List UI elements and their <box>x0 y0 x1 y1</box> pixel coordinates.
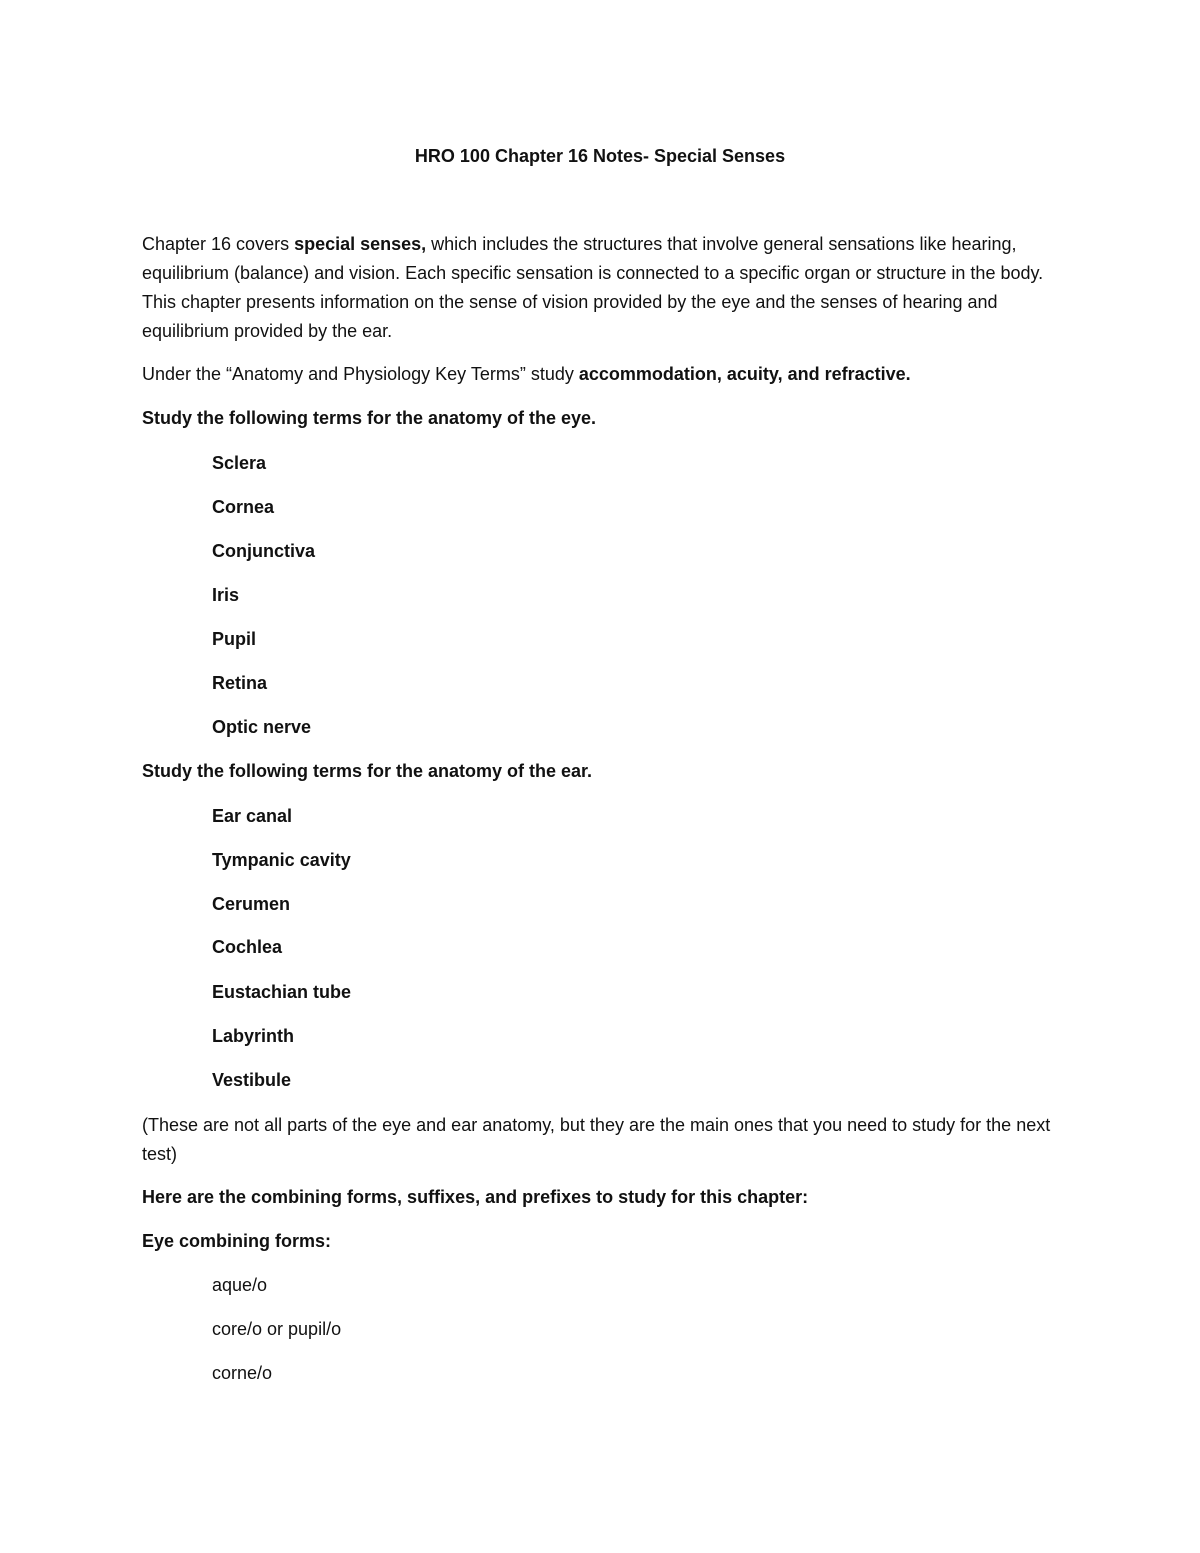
intro-text-c: which includes the structures that involve general sensations like hearing, equilibrium (balance) and vision. Each specific sensation is connected to a specific organ or structure in the body. This chapter presents information on the sense of vision provided by the eye and the senses of hearing and equilibrium provided by the ear. <box>142 234 1044 341</box>
ear-term: Eustachian tube <box>212 982 352 1002</box>
eye-term: Optic nerve <box>212 717 312 737</box>
eye-term: Iris <box>212 585 240 605</box>
key-terms-lead: Under the “Anatomy and Physiology Key Terms” study <box>142 364 579 384</box>
key-terms-list: accommodation, acuity, and refractive. <box>578 364 911 384</box>
eye-term: Conjunctiva <box>212 541 316 561</box>
forms-heading: Here are the combining forms, suffixes, and prefixes to study for this chapter: <box>142 1187 809 1207</box>
intro-paragraph <box>142 230 1072 346</box>
study-note: (These are not all parts of the eye and ear anatomy, but they are the main ones that you need to study for the next test) <box>142 1115 1051 1164</box>
ear-term: Labyrinth <box>212 1026 295 1046</box>
eye-term: Sclera <box>212 453 267 473</box>
ear-term: Ear canal <box>212 806 293 826</box>
eye-term: Cornea <box>212 497 275 517</box>
ear-term: Cochlea <box>212 937 283 957</box>
page-title: HRO 100 Chapter 16 Notes- Special Senses <box>414 146 786 166</box>
intro-text-b: special senses, <box>294 234 427 254</box>
ear-heading: Study the following terms for the anatomy of the ear. <box>142 761 593 781</box>
ear-term: Tympanic cavity <box>212 850 351 870</box>
eye-combining-form: core/o or pupil/o <box>212 1319 342 1339</box>
eye-combining-form: aque/o <box>212 1275 268 1295</box>
eye-combining-form: corne/o <box>212 1363 273 1383</box>
ear-term: Vestibule <box>212 1070 292 1090</box>
eye-heading: Study the following terms for the anatomy of the eye. <box>142 408 597 428</box>
key-terms-paragraph <box>142 362 1072 386</box>
eye-forms-heading: Eye combining forms: <box>142 1231 332 1251</box>
eye-term: Pupil <box>212 629 256 649</box>
ear-term: Cerumen <box>212 894 291 914</box>
eye-term: Retina <box>212 673 268 693</box>
intro-text-a: Chapter 16 covers <box>142 234 295 254</box>
